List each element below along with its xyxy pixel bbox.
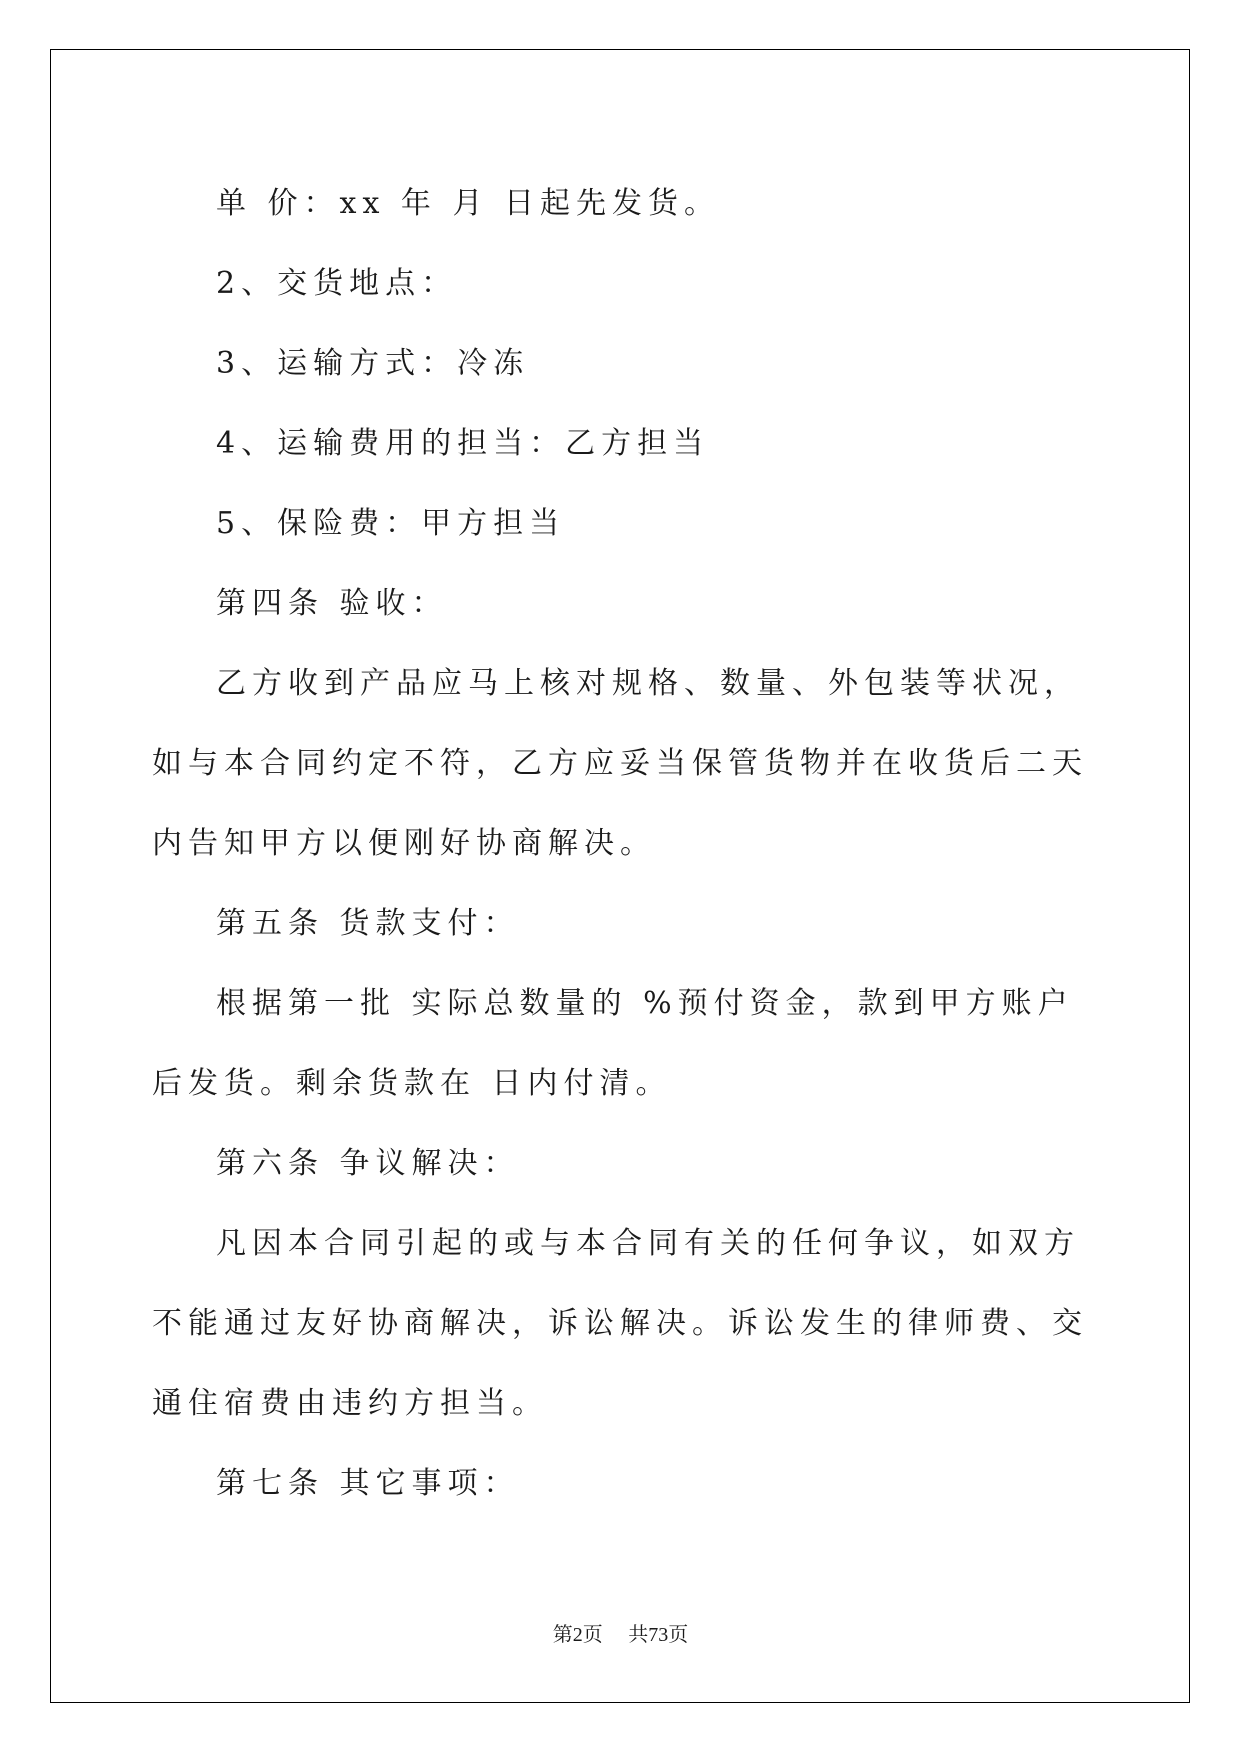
footer-page-suffix: 页: [582, 1622, 603, 1646]
footer-total-label: 共: [628, 1622, 649, 1646]
article-5-heading: 第五条 货款支付：: [216, 906, 520, 941]
article-6-body: 凡因本合同引起的或与本合同有关的任何争议，如双方不能通过友好协商解决，诉讼解决。诉讼发生的律师费、交通住宿费由违约方担当。: [152, 1226, 1088, 1421]
article-4-heading: 第四条 验收：: [216, 586, 448, 621]
paragraph-unit-price: 单 价：xx 年 月 日起先发货。: [216, 186, 720, 221]
article-5-body: 根据第一批 实际总数量的 %预付资金，款到甲方账户后发货。剩余货款在 日内付清。: [152, 986, 1074, 1101]
paragraph-transport-method: 3、运输方式：冷冻: [216, 346, 530, 381]
document-body: [152, 164, 1092, 1524]
footer-page-number: 2: [572, 1624, 583, 1646]
footer-total-pages: 73: [648, 1624, 669, 1646]
page-footer: [0, 1622, 1241, 1647]
footer-total-suffix: 页: [668, 1622, 689, 1646]
paragraph-transport-cost: 4、运输费用的担当：乙方担当: [216, 426, 710, 461]
footer-page-label: 第: [552, 1622, 573, 1646]
paragraph-delivery-location: 2、交货地点：: [216, 266, 458, 301]
article-4-body: 乙方收到产品应马上核对规格、数量、外包装等状况，如与本合同约定不符，乙方应妥当保管货物并在收货后二天内告知甲方以便刚好协商解决。: [152, 666, 1088, 861]
paragraph-insurance: 5、保险费：甲方担当: [216, 506, 566, 541]
article-7-heading: 第七条 其它事项：: [216, 1466, 520, 1501]
article-6-heading: 第六条 争议解决：: [216, 1146, 520, 1181]
